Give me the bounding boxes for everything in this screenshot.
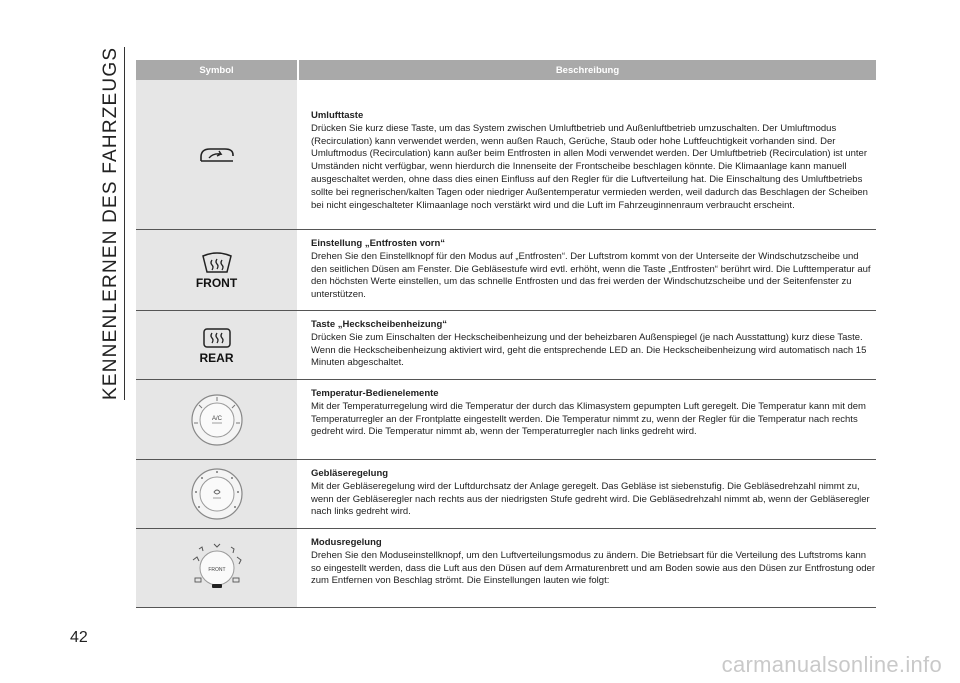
controls-table xyxy=(136,60,876,608)
table-row xyxy=(136,311,876,380)
row-title: Gebläseregelung xyxy=(311,468,389,479)
recirculation-icon xyxy=(195,143,239,167)
row-title: Taste „Heckscheibenheizung“ xyxy=(311,319,448,330)
table-row xyxy=(136,80,876,230)
description-cell xyxy=(299,80,876,229)
row-title: Umlufttaste xyxy=(311,110,364,121)
header-description: Beschreibung xyxy=(299,60,876,80)
table-row xyxy=(136,529,876,608)
symbol-cell xyxy=(136,311,297,379)
blower-knob-icon xyxy=(190,467,244,521)
symbol-cell xyxy=(136,460,297,528)
row-text: Drücken Sie kurz diese Taste, um das System zwischen Umluftbetrieb und Außenluftbetrieb umzuschalten. Der Umluftmodus (Recirculation) kann verwendet werden, wenn außen Rauch, Gerüche, Staub oder hohe Luftfeuchtigkeit vorhanden sind. Der Umluftmodus (Recirculation) kann außer beim Entfrosten in allen Modi verwendet werden. Der Umluftbetrieb (Recirculation) ist unter Umständen nicht verfügbar, wenn hierdurch die Innenseite der Frontscheibe beschlagen könnte. Die Klimaanlage kann manuell ausgeschaltet werden, ohne dass dies einen Einfluss auf den Regler für die Luftverteilung hat. Die Einschaltung des Umluftbetriebs sollte bei regnerischen/kalten Tagen oder niedriger Außentemperatur vermieden werden, weil dadurch das Beschlagen der Scheiben bei nicht eingeschalteter Klimaanlage noch verstärkt wird und die Luft im Fahrzeuginnenraum verbraucht erscheint. xyxy=(311,122,868,211)
symbol-cell xyxy=(136,529,297,607)
table-row xyxy=(136,460,876,529)
rear-label: REAR xyxy=(199,350,234,365)
row-title: Modusregelung xyxy=(311,537,382,548)
symbol-cell xyxy=(136,380,297,459)
description-cell xyxy=(299,460,876,528)
row-text: Drehen Sie den Einstellknopf für den Modus auf „Entfrosten“. Der Luftstrom kommt von der Unterseite der Windschutzscheibe und den seitlichen Düsen am Fenster. Die Gebläsestufe wird evtl. erhöht, wenn die Taste „Entfrosten“ berührt wird. Die Lufttemperatur auf den höchsten Werte einstellen, um das schnelle Entfrosten und das frei werden der Windschutzscheibe und der Seitenfenster zu unterstützen. xyxy=(311,250,871,301)
chapter-title-text: KENNENLERNEN DES FAHRZEUGS xyxy=(100,47,125,400)
description-cell xyxy=(299,529,876,607)
watermark: carmanualsonline.info xyxy=(721,652,942,677)
table-row xyxy=(136,230,876,311)
row-title: Einstellung „Entfrosten vorn“ xyxy=(311,238,446,249)
table-header xyxy=(136,60,876,80)
row-text: Drücken Sie zum Einschalten der Heckscheibenheizung und der beheizbaren Außenspiegel (je nach Ausstattung) kurz diese Taste. Wenn die Heckscheibenheizung aktiviert wird, geht die entsprechende LED an. Die Heckscheibenheizung wird automatisch nach 15 Minuten abgeschaltet. xyxy=(311,331,867,369)
description-cell xyxy=(299,380,876,459)
header-symbol: Symbol xyxy=(136,60,297,80)
table-row xyxy=(136,380,876,460)
temperature-knob-icon xyxy=(190,393,244,447)
description-cell xyxy=(299,311,876,379)
row-text: Drehen Sie den Moduseinstellknopf, um den Luftverteilungsmodus zu ändern. Die Betriebsart für die Verteilung des Luftstroms kann so eingestellt werden, dass die Luft aus den Düsen auf dem Armaturenbrett und am Boden sowie aus den Düsen zur Entfrostung oder zum Entfernen von Beschlag strömt. Die Einstellungen lauten wie folgt: xyxy=(311,549,876,587)
symbol-cell xyxy=(136,80,297,229)
mode-knob-label: FRONT xyxy=(207,567,226,573)
mode-knob-icon xyxy=(187,540,247,596)
rear-defrost-icon xyxy=(200,326,234,350)
chapter-side-title xyxy=(70,46,121,400)
row-title: Temperatur-Bedienelemente xyxy=(311,388,439,399)
front-label: FRONT xyxy=(195,275,238,290)
symbol-cell xyxy=(136,230,297,310)
front-defrost-icon xyxy=(200,251,234,275)
row-text: Mit der Temperaturregelung wird die Temperatur der durch das Klimasystem gepumpten Luft geregelt. Die Temperatur kann mit dem Temperaturregler an der Frontplatte eingestellt werden. Die Temperatur nimmt zu, wenn der Regler für die Temperatur nach rechts gedreht wird. Die Temperatur nimmt ab, wenn der Temperaturregler nach links gedreht wird. xyxy=(311,400,866,438)
ac-label: A/C xyxy=(211,415,222,422)
description-cell xyxy=(299,230,876,310)
page-number: 42 xyxy=(70,629,88,646)
row-text: Mit der Gebläseregelung wird der Luftdurchsatz der Anlage geregelt. Das Gebläse ist siebenstufig. Die Gebläsedrehzahl nimmt zu, wenn der Gebläseregler nach rechts aus der niedrigsten Stufe gedreht wird. Die Gebläsedrehzahl nimmt ab, wenn der Gebläseregler nach links gedreht wird. xyxy=(311,480,870,518)
